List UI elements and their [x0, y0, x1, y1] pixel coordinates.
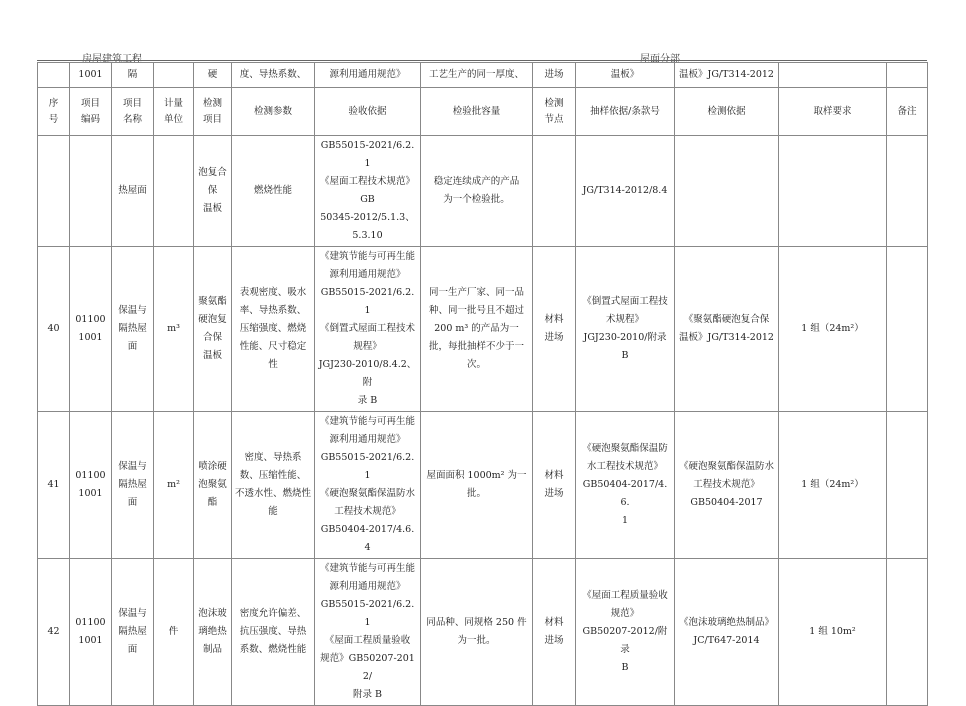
column-header-requirement: 取样要求 [779, 88, 887, 136]
cell-node: 材料 进场 [533, 412, 576, 559]
cell-name: 保温与 隔热屋 面 [112, 247, 154, 412]
cell-node: 材料 进场 [533, 247, 576, 412]
cell-requirement: 1 组（24m²） [779, 412, 887, 559]
table-row-continuation [38, 136, 928, 247]
cell-batch: 同一生产厂家、同一品 种、同一批号且不超过 200 m³ 的产品为一 批，每批抽样不少于一 次。 [421, 247, 533, 412]
column-header-code: 项目 编码 [70, 88, 112, 136]
cell-unit: 件 [154, 559, 194, 706]
cell: 燃烧性能 [232, 136, 315, 247]
cell: 源利用通用规范》 [315, 63, 421, 88]
table-row-truncated [38, 63, 928, 88]
cell-no: 42 [38, 559, 70, 706]
cell: 温板》JG/T314-2012 [675, 63, 779, 88]
table-row-40 [38, 247, 928, 412]
column-header-basis: 验收依据 [315, 88, 421, 136]
column-header-item: 检测 项目 [194, 88, 232, 136]
cell: 进场 [533, 63, 576, 88]
cell-sampling: 《倒置式屋面工程技 术规程》 JGJ230-2010/附录 B [576, 247, 675, 412]
cell: 度、导热系数、 [232, 63, 315, 88]
cell-requirement: 1 组（24m²） [779, 247, 887, 412]
cell: 隔 [112, 63, 154, 88]
cell-params: 表观密度、吸水 率、导热系数、 压缩强度、燃烧 性能、尺寸稳定 性 [232, 247, 315, 412]
inspection-table [37, 62, 928, 706]
cell [154, 136, 194, 247]
column-header-node: 检测 节点 [533, 88, 576, 136]
cell [533, 136, 576, 247]
cell-name: 保温与 隔热屋 面 [112, 412, 154, 559]
cell-unit: m³ [154, 247, 194, 412]
column-header-no: 序 号 [38, 88, 70, 136]
header-project-type: 房屋建筑工程 [82, 54, 142, 65]
cell-code: 01100 1001 [70, 412, 112, 559]
header-section: 屋面分部 [640, 54, 680, 65]
cell: 热屋面 [112, 136, 154, 247]
cell-node: 材料 进场 [533, 559, 576, 706]
header-rule [37, 60, 927, 61]
cell-batch: 屋面面积 1000m² 为一 批。 [421, 412, 533, 559]
cell [779, 136, 887, 247]
column-header-batch: 检验批容量 [421, 88, 533, 136]
cell-sampling: 《硬泡聚氨酯保温防 水工程技术规范》 GB50404-2017/4.6. 1 [576, 412, 675, 559]
cell-method: 《硬泡聚氨酯保温防水 工程技术规范》 GB50404-2017 [675, 412, 779, 559]
column-header-method: 检测依据 [675, 88, 779, 136]
cell-code: 01100 1001 [70, 247, 112, 412]
cell-item: 喷涂硬 泡聚氨 酯 [194, 412, 232, 559]
cell: 工艺生产的同一厚度、 [421, 63, 533, 88]
cell-method: 《聚氨酯硬泡复合保 温板》JG/T314-2012 [675, 247, 779, 412]
column-header-params: 检测参数 [232, 88, 315, 136]
table-row-42 [38, 559, 928, 706]
cell-method: 《泡沫玻璃绝热制品》 JC/T647-2014 [675, 559, 779, 706]
cell: 硬 [194, 63, 232, 88]
cell-basis: 《建筑节能与可再生能 源利用通用规范》 GB55015-2021/6.2.1 《屋面工程质量验收 规范》GB50207-2012/ 附录 B [315, 559, 421, 706]
cell-item: 聚氨酯 硬泡复 合保 温板 [194, 247, 232, 412]
cell: GB55015-2021/6.2.1 《屋面工程技术规范》 GB 50345-2012/5.1.3、 5.3.10 [315, 136, 421, 247]
cell [38, 136, 70, 247]
cell: 泡复合 保 温板 [194, 136, 232, 247]
cell [154, 63, 194, 88]
cell [70, 136, 112, 247]
cell-params: 密度允许偏差、 抗压强度、导热 系数、燃烧性能 [232, 559, 315, 706]
cell-note [887, 247, 928, 412]
column-header-unit: 计量 单位 [154, 88, 194, 136]
cell-requirement: 1 组 10m² [779, 559, 887, 706]
cell-basis: 《建筑节能与可再生能 源利用通用规范》 GB55015-2021/6.2.1 《硬泡聚氨酯保温防水 工程技术规范》 GB50404-2017/4.6.4 [315, 412, 421, 559]
cell-item: 泡沫玻 璃绝热 制品 [194, 559, 232, 706]
cell-basis: 《建筑节能与可再生能 源利用通用规范》 GB55015-2021/6.2.1 《倒置式屋面工程技术 规程》 JGJ230-2010/8.4.2、附 录 B [315, 247, 421, 412]
cell [779, 63, 887, 88]
cell-unit: m² [154, 412, 194, 559]
table-row-41 [38, 412, 928, 559]
column-header-note: 备注 [887, 88, 928, 136]
cell [38, 63, 70, 88]
column-header-sampling: 抽样依据/条款号 [576, 88, 675, 136]
cell-name: 保温与 隔热屋 面 [112, 559, 154, 706]
cell-sampling: 《屋面工程质量验收 规范》 GB50207-2012/附录 B [576, 559, 675, 706]
cell: 温板》 [576, 63, 675, 88]
cell-code: 01100 1001 [70, 559, 112, 706]
cell: 1001 [70, 63, 112, 88]
cell [675, 136, 779, 247]
column-header-name: 项目 名称 [112, 88, 154, 136]
cell: JG/T314-2012/8.4 [576, 136, 675, 247]
table-header-row [38, 88, 928, 136]
cell-params: 密度、导热系 数、压缩性能、 不透水性、燃烧性 能 [232, 412, 315, 559]
cell-batch: 同品种、同规格 250 件 为一批。 [421, 559, 533, 706]
cell-no: 40 [38, 247, 70, 412]
cell-note [887, 559, 928, 706]
cell [887, 63, 928, 88]
cell-no: 41 [38, 412, 70, 559]
cell-note [887, 412, 928, 559]
cell: 稳定连续成产的产品 为一个检验批。 [421, 136, 533, 247]
cell [887, 136, 928, 247]
